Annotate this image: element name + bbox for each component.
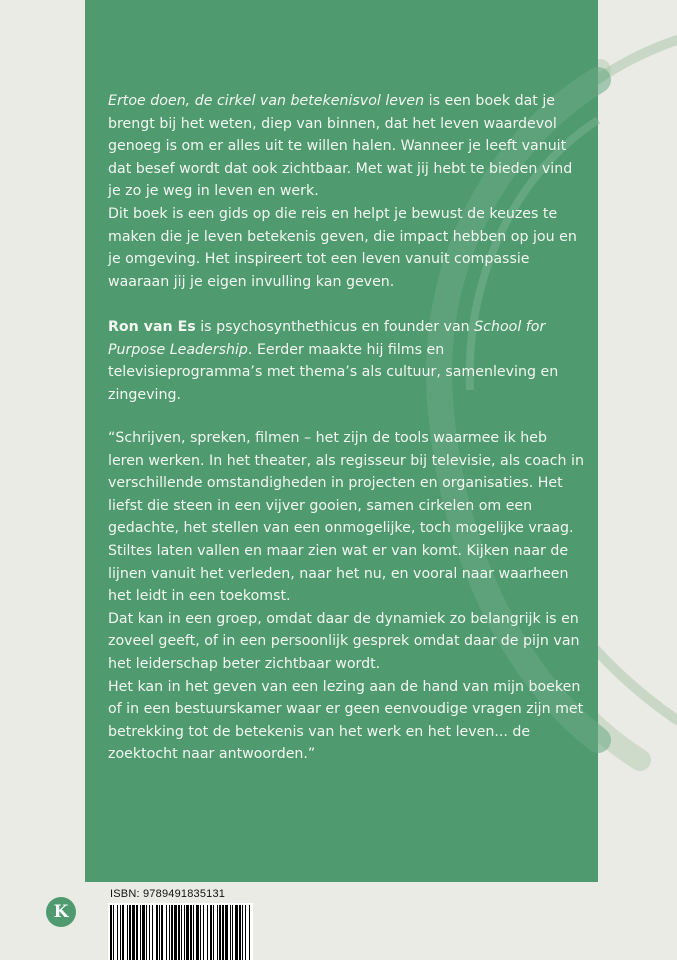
intro-text: is een boek dat je brengt bij het weten, diep van binnen, dat het leven waardevol genoeg is om er alles uit te willen halen. Wanneer je leeft vanuit dat besef wordt dat ook zichtbaar. Met wat jij hebt te bieden vind je zo je weg in leven en werk.	[108, 93, 573, 200]
publisher-logo-icon	[46, 897, 76, 927]
barcode-bar	[127, 905, 128, 960]
barcode-bar	[181, 905, 182, 960]
author-bio	[108, 316, 584, 406]
barcode-bar	[120, 905, 121, 960]
book-description	[108, 90, 584, 293]
barcode-bar	[156, 905, 158, 960]
quote-paragraph-2: Dat kan in een groep, omdat daar de dynamiek zo belangrijk is en zoveel geeft, of in een persoonlijk gesprek omdat daar de pijn van het leiderschap beter zichtbaar wordt.	[108, 610, 580, 672]
barcode-bar	[129, 905, 131, 960]
barcode-bar	[190, 905, 192, 960]
author-text-a: is psychosynthethicus en founder van	[195, 319, 475, 335]
barcode-bar	[122, 905, 124, 960]
author-text-b: . Eerder maakte hij films en televisieprogramma’s met thema’s als cultuur, samenleving en zingeving.	[108, 341, 559, 403]
barcode-bar	[117, 905, 118, 960]
barcode-bar	[222, 905, 224, 960]
barcode-bar	[136, 905, 138, 960]
barcode-bar	[184, 905, 185, 960]
organization-name: School for Purpose Leadership	[108, 319, 546, 358]
barcode-bar	[110, 905, 112, 960]
barcode-bar	[171, 905, 173, 960]
barcode-bar	[140, 905, 141, 960]
barcode-bar	[166, 905, 167, 960]
barcode-bar	[225, 905, 228, 960]
barcode-bar	[245, 905, 246, 960]
barcode-bar	[113, 905, 114, 960]
intro-paragraph-1	[108, 90, 584, 203]
quote-paragraph-3: Het kan in het geven van een lezing aan de hand van mijn boeken of in een bestuurskamer waar er geen eenvoudige vragen zijn met betrekking tot de betekenis van het werk en het leven... de zoektocht naar antwoorden.”	[108, 678, 584, 763]
barcode-bar	[186, 905, 189, 960]
barcode-bar	[200, 905, 201, 960]
intro-paragraph-2: Dit boek is een gids op die reis en helpt je bewust de keuzes te maken die je leven betekenis geven, die impact hebben op jou en je omgeving. Het inspireert tot een leven vanuit compassie waaraan jij je eigen invulling kan geven.	[108, 205, 577, 290]
barcode-bar	[249, 905, 250, 960]
barcode-bar	[235, 905, 238, 960]
barcode-bar	[132, 905, 135, 960]
barcode-bar	[203, 905, 204, 960]
barcode-bar	[142, 905, 145, 960]
barcode-bar	[242, 905, 243, 960]
barcode-bar	[193, 905, 194, 960]
barcode-bar	[213, 905, 214, 960]
barcode-bar	[217, 905, 218, 960]
author-quote	[108, 427, 584, 766]
book-title: Ertoe doen, de cirkel van betekenisvol leven	[108, 93, 425, 109]
barcode-bar	[152, 905, 153, 960]
barcode-bar	[174, 905, 177, 960]
barcode-bar	[230, 905, 231, 960]
author-name: Ron van Es	[108, 319, 196, 335]
barcode-bar	[239, 905, 241, 960]
barcode-bar	[161, 905, 163, 960]
publisher-logo-letter: K	[53, 902, 69, 922]
barcode-bar	[210, 905, 212, 960]
quote-paragraph-1: “Schrijven, spreken, filmen – het zijn de tools waarmee ik heb leren werken. In het theater, als regisseur bij televisie, als coach in verschillende omstandigheden in projecten en organisaties. Het liefst die steen in een vijver gooien, samen cirkelen om een gedachte, het stellen van een onmogelijke, toch mogelijke vraag. Stiltes laten vallen en maar zien wat er van komt. Kijken naar de lijnen vanuit het verleden, naar het nu, en vooral naar waarheen het leidt in een toekomst.	[108, 430, 584, 605]
barcode-bar	[232, 905, 233, 960]
barcode-bar	[159, 905, 160, 960]
barcode	[108, 903, 253, 960]
barcode-bar	[149, 905, 150, 960]
barcode-bar	[169, 905, 170, 960]
barcode-bar	[196, 905, 199, 960]
barcode-bar	[146, 905, 147, 960]
isbn-number: ISBN: 9789491835131	[110, 888, 226, 900]
barcode-bar	[178, 905, 180, 960]
barcode-bar	[219, 905, 221, 960]
barcode-bar	[207, 905, 208, 960]
